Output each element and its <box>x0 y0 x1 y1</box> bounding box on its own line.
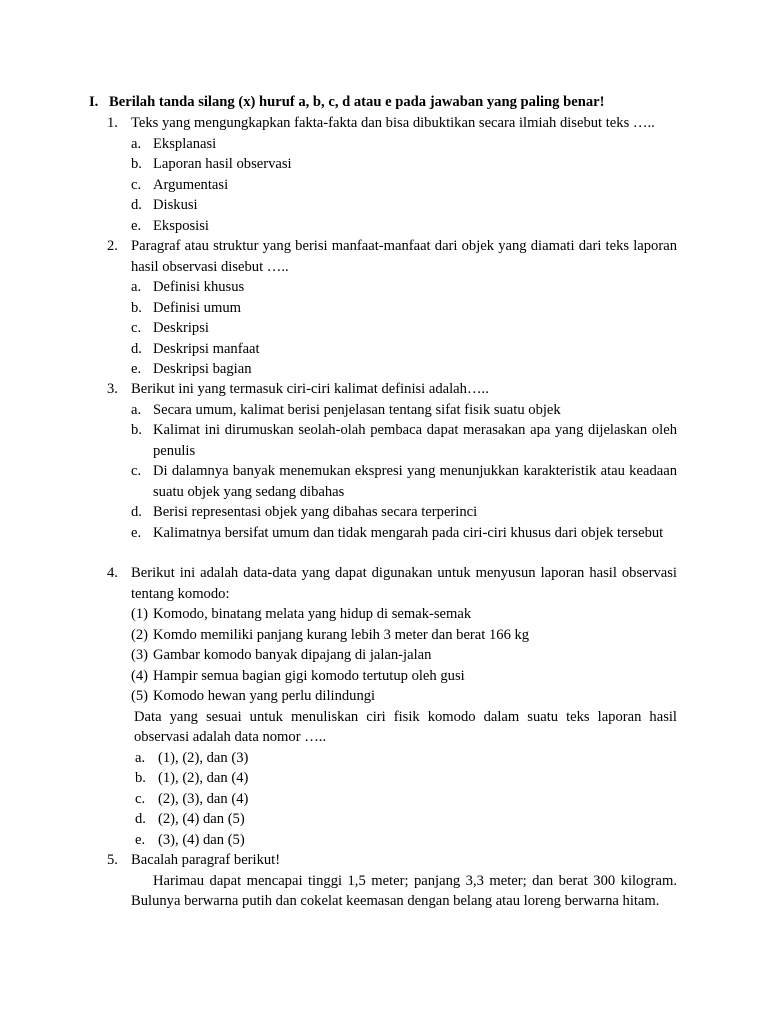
option-e: e. Eksposisi <box>131 217 209 234</box>
question-text: Bacalah paragraf berikut! <box>131 852 281 868</box>
option-e: e. Deskripsi bagian <box>131 361 252 377</box>
section-heading <box>89 92 689 113</box>
option-c: c. Deskripsi <box>131 320 209 336</box>
question-number: 2. <box>107 238 118 254</box>
data-item-2: (2) Komdo memiliki panjang kurang lebih 3 meter dan berat 166 kg <box>131 626 530 643</box>
option-c: c. Di dalamnya banyak menemukan ekspresi yang menunjukkan karakteristik atau keadaan suatu objek yang sedang dibahas <box>131 463 677 500</box>
option-a: a. Definisi khusus <box>131 279 245 295</box>
question-number: 3. <box>107 381 118 397</box>
question-number: 1. <box>107 115 118 131</box>
data-item-1: (1) Komodo, binatang melata yang hidup di semak-semak <box>131 606 472 622</box>
option-a: a. Eksplanasi <box>131 135 217 152</box>
option-d: d. Diskusi <box>131 197 198 213</box>
data-item-3: (3) Gambar komodo banyak dipajang di jalan-jalan <box>131 647 432 663</box>
question-4 <box>107 563 677 850</box>
option-b: b. Definisi umum <box>131 299 241 316</box>
question-text: Berikut ini yang termasuk ciri-ciri kalimat definisi adalah….. <box>131 381 489 397</box>
option-a: a. (1), (2), dan (3) <box>135 749 249 766</box>
option-e: e. Kalimatnya bersifat umum dan tidak mengarah pada ciri-ciri khusus dari objek tersebut <box>131 524 664 541</box>
section-instruction: Berilah tanda silang (x) huruf a, b, c, d atau e pada jawaban yang paling benar! <box>109 94 605 110</box>
question-number: 5. <box>107 852 118 868</box>
question-prompt: Data yang sesuai untuk menuliskan ciri fisik komodo dalam suatu teks laporan hasil observasi adalah data nomor ….. <box>134 708 677 745</box>
question-text: Paragraf atau struktur yang berisi manfaat-manfaat dari objek yang diamati dari teks laporan hasil observasi disebut ….. <box>131 238 677 275</box>
question-text: Berikut ini adalah data-data yang dapat digunakan untuk menyusun laporan hasil observasi tentang komodo: <box>131 565 677 602</box>
data-item-4: (4) Hampir semua bagian gigi komodo tertutup oleh gusi <box>131 667 465 684</box>
option-b: b. Laporan hasil observasi <box>131 156 292 172</box>
data-item-5: (5) Komodo hewan yang perlu dilindungi <box>131 688 376 704</box>
option-b: b. Kalimat ini dirumuskan seolah-olah pembaca dapat merasakan apa yang dijelaskan oleh penulis <box>131 422 677 459</box>
option-d: d. Deskripsi manfaat <box>131 340 260 357</box>
section-number: I. <box>89 94 99 110</box>
option-c: c. (2), (3), dan (4) <box>135 790 249 807</box>
option-e: e. (3), (4) dan (5) <box>135 831 245 848</box>
question-5 <box>107 850 677 912</box>
option-c: c. Argumentasi <box>131 176 229 193</box>
reading-passage: Harimau dapat mencapai tinggi 1,5 meter; panjang 3,3 meter; dan berat 300 kilogram. Bulunya berwarna putih dan cokelat keemasan dengan belang atau loreng berwarna hitam. <box>131 872 677 909</box>
question-text: Teks yang mengungkapkan fakta-fakta dan bisa dibuktikan secara ilmiah disebut teks ….. <box>131 115 655 131</box>
question-3 <box>107 379 677 543</box>
option-a: a. Secara umum, kalimat berisi penjelasan tentang sifat fisik suatu objek <box>131 401 561 418</box>
option-d: d. (2), (4) dan (5) <box>135 811 245 827</box>
option-d: d. Berisi representasi objek yang dibahas secara terperinci <box>131 504 478 520</box>
question-number: 4. <box>107 565 118 581</box>
question-2 <box>107 236 677 380</box>
question-1 <box>107 113 677 236</box>
option-b: b. (1), (2), dan (4) <box>135 770 249 786</box>
